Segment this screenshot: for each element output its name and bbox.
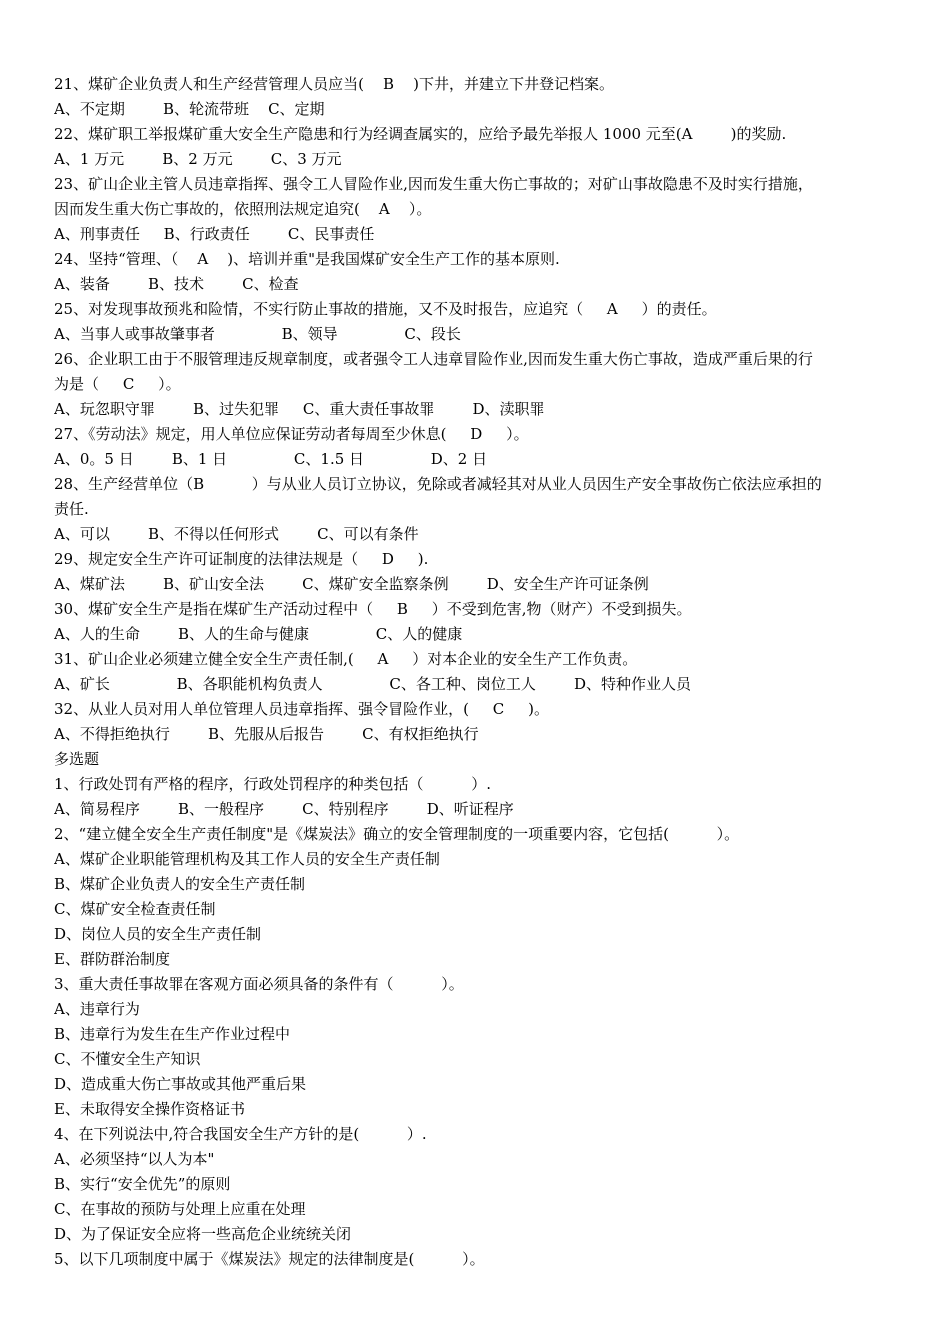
- text-line: 1、行政处罚有严格的程序，行政处罚程序的种类包括（ ）.: [54, 775, 491, 793]
- text-line: A、违章行为: [54, 1000, 140, 1018]
- text-line: A、0。5 日 B、1 日 C、1.5 日 D、2 日: [54, 450, 488, 468]
- text-line: A、玩忽职守罪 B、过失犯罪 C、重大责任事故罪 D、渎职罪: [54, 400, 545, 418]
- text-line: A、可以 B、不得以任何形式 C、可以有条件: [54, 525, 419, 543]
- text-line: 2、“建立健全安全生产责任制度"是《煤炭法》确立的安全管理制度的一项重要内容，它包括( ）。: [54, 825, 740, 843]
- text-line: B、违章行为发生在生产作业过程中: [54, 1025, 291, 1043]
- text-line: 23、矿山企业主管人员违章指挥、强令工人冒险作业,因而发生重大伤亡事故的；对矿山事故隐患不及时实行措施，: [54, 175, 813, 193]
- text-line: A、必须坚持“以人为本": [54, 1150, 215, 1168]
- text-line: D、为了保证安全应将一些高危企业统统关闭: [54, 1225, 352, 1243]
- text-line: B、煤矿企业负责人的安全生产责任制: [54, 875, 306, 893]
- text-line: D、造成重大伤亡事故或其他严重后果: [54, 1075, 307, 1093]
- text-line: 30、煤矿安全生产是指在煤矿生产活动过程中（ B ）不受到危害,物（财产）不受到损失。: [54, 600, 692, 618]
- text-line: 26、企业职工由于不服管理违反规章制度，或者强令工人违章冒险作业,因而发生重大伤亡事故，造成严重后果的行: [54, 350, 813, 368]
- text-line: E、群防群治制度: [54, 950, 170, 968]
- text-line: B、实行“安全优先”的原则: [54, 1175, 231, 1193]
- text-line: 为是（ C ）。: [54, 375, 181, 393]
- text-line: A、人的生命 B、人的生命与健康 C、人的健康: [54, 625, 463, 643]
- text-line: 29、规定安全生产许可证制度的法律法规是（ D ).: [54, 550, 429, 568]
- text-line: C、煤矿安全检查责任制: [54, 900, 216, 918]
- text-line: 4、在下列说法中,符合我国安全生产方针的是( ）.: [54, 1125, 427, 1143]
- text-line: A、1 万元 B、2 万元 C、3 万元: [54, 150, 342, 168]
- text-line: A、不得拒绝执行 B、先服从后报告 C、有权拒绝执行: [54, 725, 479, 743]
- text-line: 24、坚持“管理、（ A )、培训并重"是我国煤矿安全生产工作的基本原则.: [54, 250, 560, 268]
- document-page: [54, 72, 914, 1272]
- text-line: 32、从业人员对用人单位管理人员违章指挥、强令冒险作业，( C )。: [54, 700, 549, 718]
- text-line: 多选题: [54, 750, 100, 768]
- text-line: A、装备 B、技术 C、检查: [54, 275, 299, 293]
- text-line: C、在事故的预防与处理上应重在处理: [54, 1200, 306, 1218]
- text-line: A、当事人或事故肇事者 B、领导 C、段长: [54, 325, 461, 343]
- text-line: A、刑事责任 B、行政责任 C、民事责任: [54, 225, 375, 243]
- text-line: 27、《劳动法》规定，用人单位应保证劳动者每周至少休息( D ）。: [54, 425, 529, 443]
- text-line: C、不懂安全生产知识: [54, 1050, 201, 1068]
- text-line: 责任.: [54, 500, 89, 518]
- text-line: A、不定期 B、轮流带班 C、定期: [54, 100, 325, 118]
- text-line: D、岗位人员的安全生产责任制: [54, 925, 262, 943]
- text-line: 22、煤矿职工举报煤矿重大安全生产隐患和行为经调查属实的，应给予最先举报人 1000 元至(A )的奖励.: [54, 125, 787, 143]
- text-line: A、煤矿企业职能管理机构及其工作人员的安全生产责任制: [54, 850, 440, 868]
- text-line: 因而发生重大伤亡事故的，依照刑法规定追究( A ）。: [54, 200, 432, 218]
- text-line: 3、重大责任事故罪在客观方面必须具备的条件有（ ）。: [54, 975, 464, 993]
- text-line: 25、对发现事故预兆和险情，不实行防止事故的措施，又不及时报告，应追究（ A ）的责任。: [54, 300, 717, 318]
- text-line: 21、煤矿企业负责人和生产经营管理人员应当( B )下井，并建立下井登记档案。: [54, 75, 614, 93]
- text-line: A、煤矿法 B、矿山安全法 C、煤矿安全监察条例 D、安全生产许可证条例: [54, 575, 649, 593]
- text-line: A、简易程序 B、一般程序 C、特别程序 D、听证程序: [54, 800, 514, 818]
- text-line: E、未取得安全操作资格证书: [54, 1100, 245, 1118]
- text-line: 31、矿山企业必须建立健全安全生产责任制,( A ）对本企业的安全生产工作负责。: [54, 650, 638, 668]
- text-line: A、矿长 B、各职能机构负责人 C、各工种、岗位工人 D、特种作业人员: [54, 675, 692, 693]
- text-line: 5、以下几项制度中属于《煤炭法》规定的法律制度是( ）。: [54, 1250, 485, 1268]
- text-line: 28、生产经营单位（B ）与从业人员订立协议，免除或者减轻其对从业人员因生产安全事故伤亡依法应承担的: [54, 475, 822, 493]
